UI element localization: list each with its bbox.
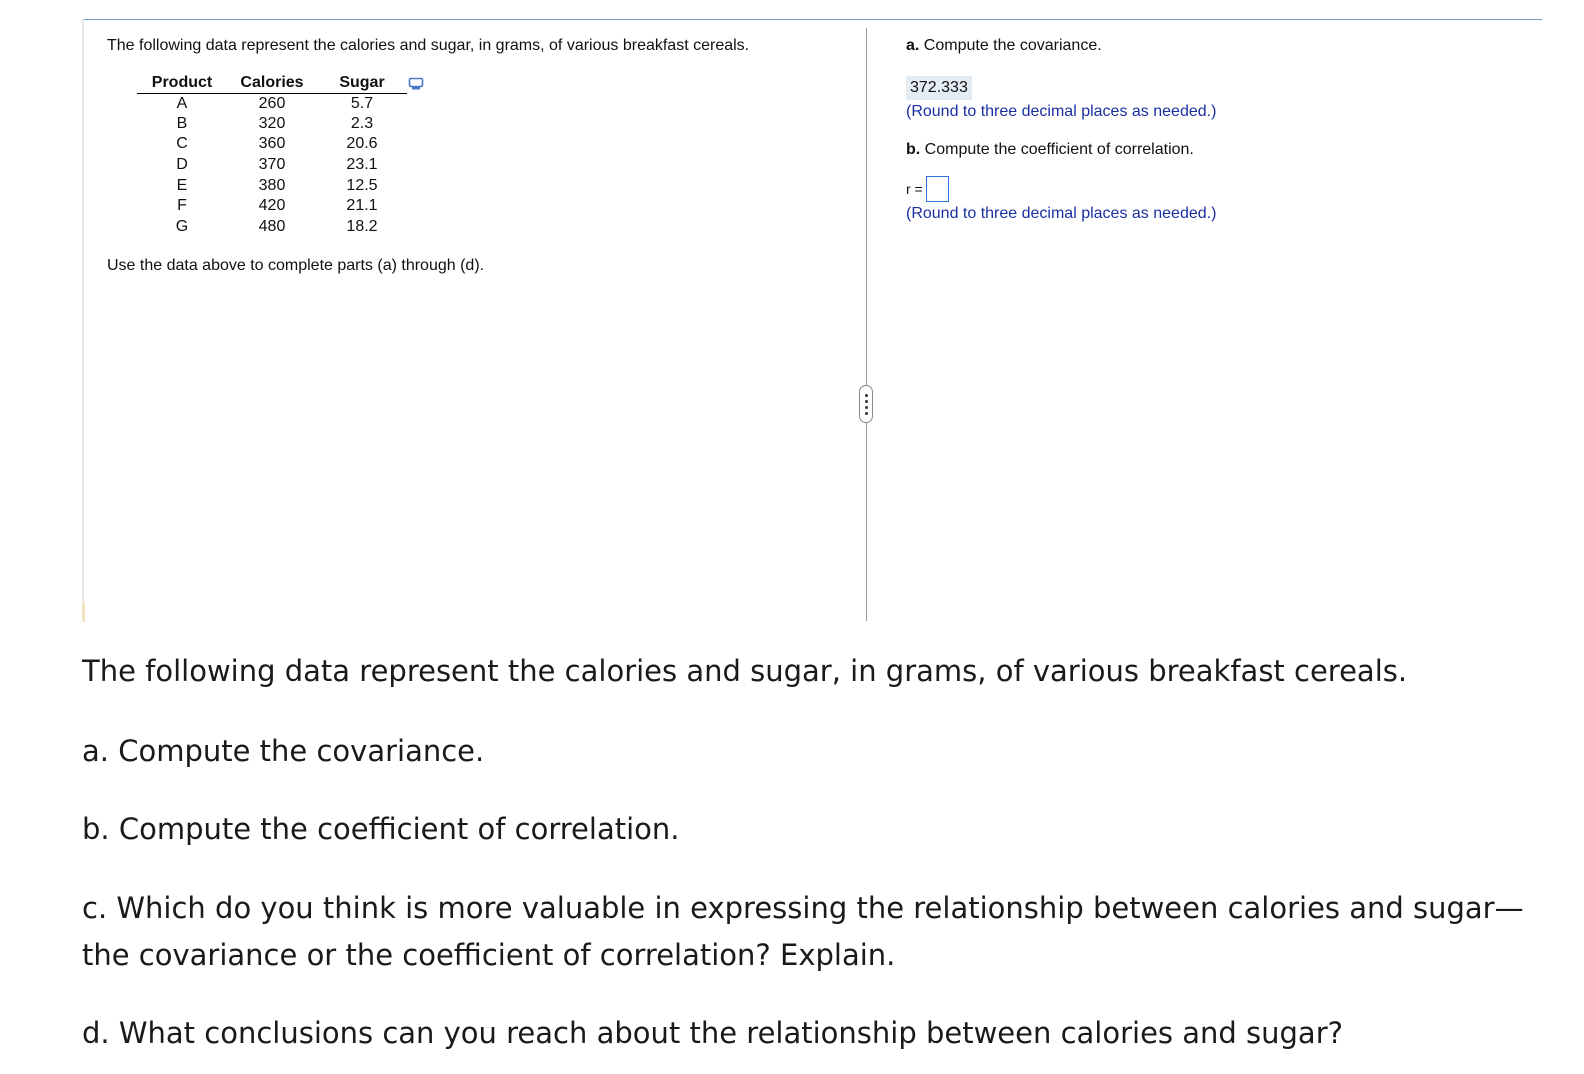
- part-a-question: [906, 36, 1546, 56]
- answer-right-pane: [906, 36, 1546, 222]
- part-b-text: Compute the coefficient of correlation.: [924, 141, 1194, 158]
- header-product: Product: [137, 73, 227, 93]
- cell-sugar: 20.6: [346, 135, 378, 153]
- cell-calories: 320: [258, 114, 286, 132]
- table-header-row: [137, 73, 407, 93]
- cell-calories: 360: [258, 135, 286, 153]
- cell-product: C: [176, 135, 188, 153]
- instructions-text: Use the data above to complete parts (a) through (d).: [107, 257, 485, 274]
- cell-product: B: [176, 114, 188, 132]
- table-row: [137, 114, 407, 135]
- r-label: r =: [906, 181, 923, 197]
- cell-sugar: 12.5: [346, 176, 378, 194]
- transcript-part-a: a. Compute the covariance.: [82, 734, 485, 768]
- cell-sugar: 21.1: [346, 197, 378, 215]
- part-a-label: a.: [906, 37, 920, 54]
- part-a-text: Compute the covariance.: [923, 37, 1102, 54]
- part-b-question: [906, 140, 1194, 160]
- cell-sugar: 18.2: [346, 217, 378, 235]
- correlation-input-row: [906, 176, 949, 202]
- cell-product: G: [175, 217, 189, 235]
- cell-calories: 420: [258, 197, 286, 215]
- part-b-label: b.: [906, 141, 921, 158]
- table-row: [137, 134, 407, 155]
- transcript-part-b: b. Compute the coefficient of correlation.: [82, 812, 680, 846]
- cell-sugar: 2.3: [350, 114, 374, 132]
- cell-calories: 480: [258, 217, 286, 235]
- covariance-answer[interactable]: 372.333: [906, 76, 972, 100]
- left-accent-bar: [82, 19, 84, 622]
- copy-icon[interactable]: [408, 77, 424, 91]
- table-row: [137, 175, 407, 196]
- cell-sugar: 5.7: [350, 94, 374, 112]
- transcript-intro: The following data represent the calories and sugar, in grams, of various breakfast cereals.: [82, 654, 1408, 688]
- cell-product: A: [176, 94, 188, 112]
- cell-calories: 380: [258, 176, 286, 194]
- table-row: [137, 93, 407, 114]
- transcript-part-d: d. What conclusions can you reach about the relationship between calories and sugar?: [82, 1016, 1344, 1050]
- cell-product: E: [176, 176, 188, 194]
- table-row: [137, 217, 407, 238]
- table-row: [137, 155, 407, 176]
- top-rule: [82, 19, 1542, 20]
- question-left-pane: [107, 36, 867, 274]
- header-calories: Calories: [227, 73, 317, 93]
- cell-product: F: [177, 197, 187, 215]
- correlation-input[interactable]: [926, 176, 949, 202]
- cell-calories: 260: [258, 94, 286, 112]
- intro-text: The following data represent the calories and sugar, in grams, of various breakfast cereals.: [107, 37, 750, 54]
- part-b-rounding-hint: (Round to three decimal places as needed.): [906, 205, 1217, 222]
- cell-calories: 370: [258, 156, 286, 174]
- cell-sugar: 23.1: [346, 156, 378, 174]
- part-a-rounding-hint: (Round to three decimal places as needed.): [906, 103, 1217, 120]
- pane-resize-handle[interactable]: [859, 385, 873, 423]
- pane-divider: [866, 28, 867, 621]
- transcript-part-c: c. Which do you think is more valuable in expressing the relationship between calories and sugar—the covariance or the coefficient of correlation? Explain.: [82, 891, 1524, 972]
- header-sugar: Sugar: [317, 73, 407, 93]
- cell-product: D: [176, 156, 188, 174]
- left-accent-tip: [82, 602, 85, 622]
- cereal-data-table: [137, 73, 407, 237]
- table-row: [137, 196, 407, 217]
